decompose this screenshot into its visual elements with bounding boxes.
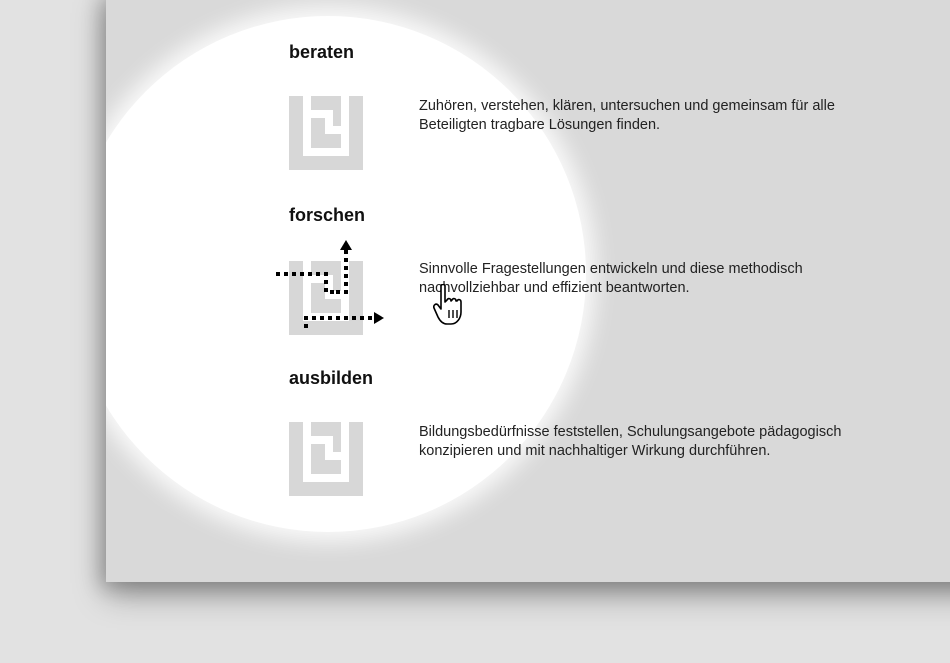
maze-icon [289, 422, 363, 496]
maze-icon [289, 96, 363, 170]
section-title-forschen: forschen [289, 205, 366, 225]
maze-path-icon [276, 240, 386, 335]
section-description-beraten: Zuhören, verstehen, klären, untersuchen und gemeinsam für alle Beteiligten tragbare Lösungen finden. [419, 98, 835, 133]
section-title-ausbilden: ausbilden [289, 368, 374, 388]
section-description-forschen: Sinnvolle Fragestellungen entwickeln und diese methodisch nachvollziehbar und effizient beantworten. [419, 261, 803, 296]
section-description-ausbilden: Bildungsbedürfnisse feststellen, Schulungsangebote pädagogisch konzipieren und mit nachhaltiger Wirkung durchführen. [419, 424, 842, 459]
hand-pointer-icon [433, 284, 469, 326]
section-title-beraten: beraten [289, 42, 355, 62]
content-panel [106, 0, 950, 582]
